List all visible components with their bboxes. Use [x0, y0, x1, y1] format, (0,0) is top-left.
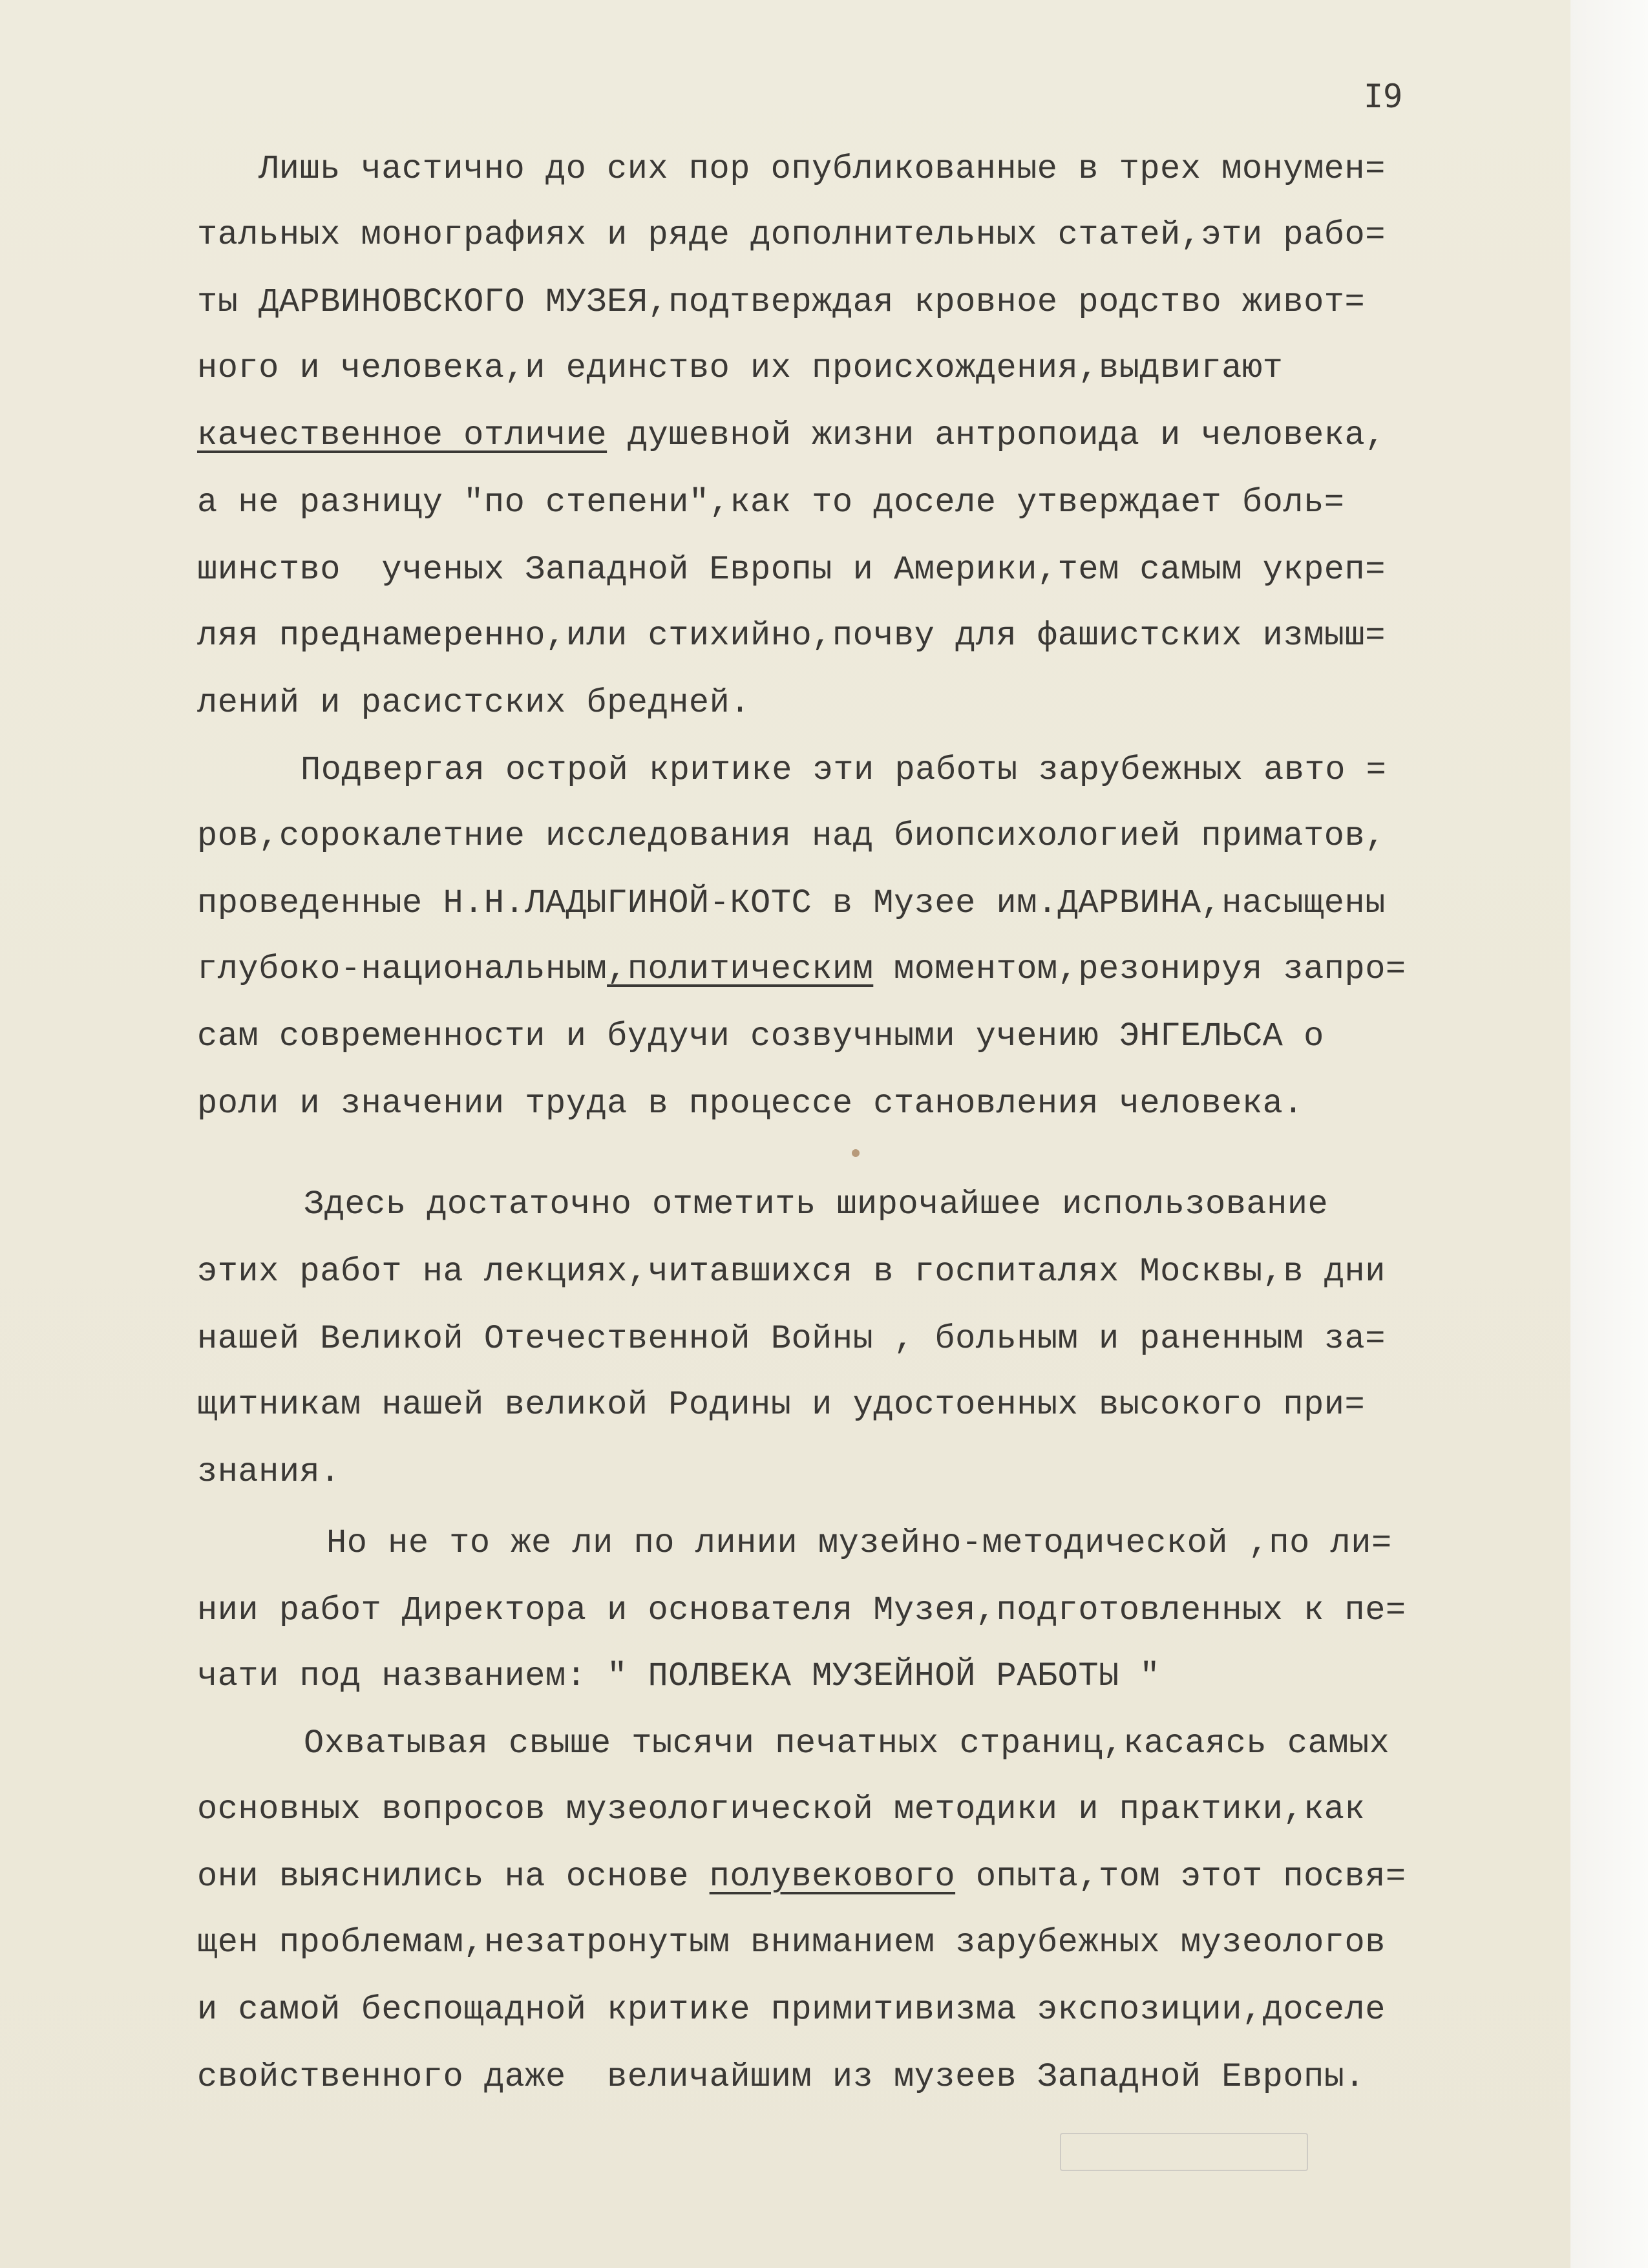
line-18: нашей Великой Отечественной Войны , больным и раненным за=	[197, 1320, 1386, 1358]
line-27: щен проблемам,незатронутым вниманием зарубежных музеологов	[197, 1924, 1386, 1962]
line-12: проведенные Н.Н.ЛАДЫГИНОЙ-КОТС в Музее им.ДАРВИНА,насыщены	[197, 884, 1386, 922]
line-20: знания.	[197, 1453, 341, 1491]
line-25: основных вопросов музеологической методики и практики,как	[197, 1790, 1366, 1828]
line-08: ляя преднамеренно,или стихийно,почву для фашистских измыш=	[197, 617, 1386, 655]
line-01: Лишь частично до сих пор опубликованные в трех монумен=	[259, 150, 1386, 188]
line-23: чати под названием: " ПОЛВЕКА МУЗЕЙНОЙ РАБОТЫ "	[197, 1657, 1161, 1695]
line-09: лений и расистских бредней.	[197, 684, 751, 722]
line-05	[197, 416, 1386, 454]
line-07: шинство ученых Западной Европы и Америки,тем самым укреп=	[197, 551, 1386, 589]
line-24: Охватывая свыше тысячи печатных страниц,касаясь самых	[304, 1724, 1390, 1763]
line-16: Здесь достаточно отметить широчайшее использование	[304, 1185, 1329, 1224]
line-19: щитникам нашей великой Родины и удостоенных высокого при=	[197, 1386, 1366, 1424]
line-17: этих работ на лекциях,читавшихся в госпиталях Москвы,в дни	[197, 1253, 1386, 1291]
line-22: нии работ Директора и основателя Музея,подготовленных к пе=	[197, 1591, 1406, 1629]
line-13	[197, 950, 1406, 988]
paper-fleck	[852, 1149, 860, 1157]
line-21: Но не то же ли по линии музейно-методической ,по ли=	[326, 1524, 1392, 1562]
line-text: глубоко-национальным	[197, 950, 607, 988]
line-02: тальных монографиях и ряде дополнительных статей,эти рабо=	[197, 216, 1386, 254]
line-14: сам современности и будучи созвучными учению ЭНГЕЛЬСА о	[197, 1017, 1324, 1055]
underlined-phrase: качественное отличие	[197, 416, 607, 454]
line-26	[197, 1860, 1406, 1894]
page-number: I9	[1364, 78, 1403, 115]
faint-stamp	[1060, 2133, 1308, 2171]
underlined-phrase: ,политическим	[607, 950, 874, 988]
line-11: ров,сорокалетние исследования над биопсихологией приматов,	[197, 817, 1386, 855]
line-06: а не разницу "по степени",как то доселе утверждает боль=	[197, 483, 1345, 522]
scan-margin	[1570, 0, 1648, 2268]
line-04: ного и человека,и единство их происхождения,выдвигают	[197, 349, 1284, 387]
underlined-phrase: полувекового	[709, 1858, 956, 1896]
line-29: свойственного даже величайшим из музеев Западной Европы.	[197, 2058, 1366, 2096]
line-text: опыта,том этот посвя=	[955, 1858, 1406, 1896]
line-28: и самой беспощадной критике примитивизма экспозиции,доселе	[197, 1991, 1386, 2029]
line-text: они выяснились на основе	[197, 1858, 710, 1896]
line-03: ты ДАРВИНОВСКОГО МУЗЕЯ,подтверждая кровное родство живот=	[197, 283, 1366, 321]
line-text: душевной жизни антропоида и человека,	[607, 416, 1386, 454]
line-text: моментом,резонируя запро=	[873, 950, 1406, 988]
line-15: роли и значении труда в процессе становления человека.	[197, 1085, 1304, 1123]
line-10: Подвергая острой критике эти работы зарубежных авто =	[301, 751, 1387, 789]
